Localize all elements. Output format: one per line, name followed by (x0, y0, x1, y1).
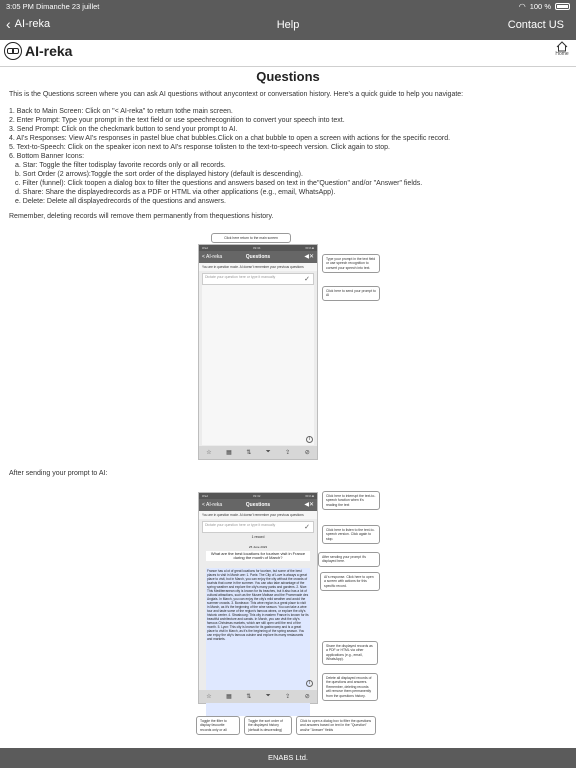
home-button[interactable] (554, 41, 570, 57)
step-item: 5. Text-to-Speech: Click on the speaker icon next to AI's response tolisten to the text-to-speech version. Click again to stop. (9, 144, 390, 151)
sub-step-item: c. Filter (funnel): Click toopen a dialog box to filter the questions and answers based on text in the"Question" and/or "Answer" fields. (15, 180, 423, 187)
list-icon: ▦ (226, 450, 232, 456)
phone-status-battery: 61% ■ (305, 494, 314, 498)
phone-status-left: iPad (202, 494, 209, 498)
step-item: 4. AI's Responses: View AI's responses in pastel blue chat bubbles.Click on a chat bubble to open a screen with actions for the specific record. (9, 135, 451, 142)
nav-bar (0, 13, 576, 40)
info-icon: i (306, 680, 313, 687)
phone-nav-bar (199, 251, 317, 263)
phone-prompt-field (202, 521, 314, 533)
phone-mode-note: You are in question mode. AI doesn't remember your previous questions (199, 511, 317, 519)
phone-status-battery: 61% ■ (305, 246, 314, 250)
phone-status-time: 09:34 (252, 246, 261, 250)
star-icon: ☆ (206, 450, 212, 456)
callout-share: Share the displayed records as a PDF or HTML via other applications (e.g., email, WhatsApp). (322, 641, 378, 665)
sub-step-item: d. Share: Share the displayedrecords as a PDF or HTML via other applications (e.g., email, WhatsApp). (15, 189, 336, 196)
battery-icon (555, 3, 570, 10)
share-icon: ⇪ (285, 450, 291, 456)
checkmark-icon: ✓ (304, 524, 310, 531)
back-label: AI-reka (14, 18, 51, 30)
phone-prompt-placeholder: Dictate your question here or type it manually (205, 275, 276, 279)
phone-history-area (202, 285, 314, 445)
funnel-icon: ⏷ (265, 449, 271, 455)
wifi-icon: ◠ (518, 2, 526, 11)
speaker-icon: ◀✕ (304, 502, 314, 508)
funnel-icon: ⏷ (265, 693, 271, 699)
phone-history-area (202, 533, 314, 689)
share-icon: ⇪ (285, 694, 291, 700)
phone-back-label: < AI-reka (202, 502, 223, 508)
phone-status-time: 09:32 (252, 494, 261, 498)
record-date: 25 June 2023 (248, 545, 268, 549)
app-name: AI-reka (25, 43, 73, 59)
app-header (0, 40, 576, 66)
phone-title: Questions (245, 254, 271, 260)
phone-bottom-banner (199, 446, 317, 459)
status-time-date: 3:05 PM Dimanche 23 juillet (6, 2, 100, 11)
callout-sort: Toggle the sort order of the displayed history (default is descending) (244, 716, 292, 735)
phone-prompt-placeholder: Dictate your question here or type it manually (205, 523, 276, 527)
logo-icon (4, 42, 22, 60)
reminder-text: Remember, deleting records will remove them permanently from thequestions history. (9, 213, 274, 220)
callout-bubble: AI's response. Click here to open a screen with actions for this specific record. (320, 572, 380, 591)
chevron-left-icon: ‹ (6, 15, 11, 32)
phone-mode-note: You are in question mode. AI doesn't remember your previous questions (199, 263, 317, 271)
delete-icon: ⊘ (304, 694, 310, 700)
delete-icon: ⊘ (304, 450, 310, 456)
star-icon: ☆ (206, 694, 212, 700)
step-item: 1. Back to Main Screen: Click on "< AI-reka" to return tothe main screen. (9, 108, 233, 115)
header-divider (0, 66, 576, 67)
callout-displayed: After sending your prompt it's displayed here. (318, 552, 380, 567)
status-right (519, 2, 570, 11)
phone-nav-bar (199, 499, 317, 511)
callout-prompt: Type your prompt in the text field or use speech recognition to convert your speech into text. (322, 254, 380, 273)
phone-prompt-field (202, 273, 314, 285)
callout-filter: Click to open a dialog box to filter the questions and answers based on text in the "Question" and/or "Answer" fields (296, 716, 376, 735)
top-bar (0, 0, 576, 40)
home-icon (556, 41, 568, 51)
callout-delete: Delete all displayed records of the questions and answers. Remember, deleting records will remove them permanently from the questions history. (322, 673, 378, 701)
battery-percent: 100 % (529, 2, 551, 11)
status-bar (0, 0, 576, 12)
home-label: Home (555, 51, 569, 57)
answer-bubble: France has a lot of great locations for tourism, but some of the best places to visit in March are: 1. Paris: The City of Love is always a great place to visit, but in March, you can enjoy the city without the crowds of tourists that come in the summer. You can also take advantage of the spring weather and explore the city's many parks and gardens. 2. Nice: This Mediterranean city is known for its beaches, but it also has a lot of cultural attractions, such as the Musee Matisse and the Promenade des Anglais. In March, you can enjoy the city's mild weather and avoid the summer crowds. 3. Bordeaux: This wine region is a great place to visit in March, as it's the beginning of the wine season. You can take a wine tour and taste some of the region's famous wines, or explore the city's historic center. 4. Strasbourg: This city in eastern France is known for its beautiful architecture and canals. In March, you can visit the city's famous Christmas markets, which are still open until the end of the month. 5. Lyon: This city is known for its gastronomy and is a great place to visit in March, as it's the beginning of the spring season. You can enjoy the city's famous cuisine and explore its many restaurants and markets. (206, 568, 310, 716)
contact-us-button[interactable]: Contact US (507, 19, 564, 31)
callout-listen: Click here to listen to the text-to-speech version. Click again to stop. (322, 525, 380, 544)
sub-step-item: a. Star: Toggle the filter todisplay favorite records only or all records. (15, 162, 226, 169)
help-content (9, 68, 567, 221)
callout-return: Click here return to the main screen (211, 233, 291, 243)
info-icon: i (306, 436, 313, 443)
screenshot-questions-answered (198, 492, 318, 704)
phone-back-label: < AI-reka (202, 254, 223, 260)
screenshot-questions-empty (198, 244, 318, 460)
phone-status-left: iPad (202, 246, 209, 250)
sort-arrows-icon: ⇅ (246, 450, 252, 456)
intro-text: This is the Questions screen where you can ask AI questions without anycontext or conversation history. Here's a quick guide to help you navigate: (9, 91, 464, 98)
list-icon: ▦ (226, 694, 232, 700)
sub-step-item: e. Delete: Delete all displayedrecords of the questions and answers. (15, 198, 226, 205)
sub-step-item: b. Sort Order (2 arrows):Toggle the sort order of the displayed history (default is descending). (15, 171, 303, 178)
step-item: 6. Bottom Banner Icons: (9, 153, 85, 160)
callout-star: Toggle the filter to display favourite records only or all (196, 716, 240, 735)
phone-bottom-banner (199, 690, 317, 703)
step-item: 3. Send Prompt: Click on the checkmark button to send your prompt to AI. (9, 126, 238, 133)
after-sending-label: After sending your prompt to AI: (9, 470, 108, 477)
callout-interrupt-tts: Click here to interrupt the text-to-speech function when it's reading the text (322, 491, 380, 510)
phone-title: Questions (245, 502, 271, 508)
steps-list (9, 107, 567, 206)
question-bubble: What are the best locations for tourism visit in France during the month of March? (206, 551, 310, 561)
callout-send: Click here to send your prompt to AI (322, 286, 380, 301)
nav-title: Help (276, 19, 300, 31)
sort-arrows-icon: ⇅ (246, 694, 252, 700)
checkmark-icon: ✓ (304, 276, 310, 283)
speaker-icon: ◀✕ (304, 254, 314, 260)
page-title: Questions (256, 69, 320, 84)
footer: ENABS Ltd. (0, 748, 576, 768)
record-count: 1 record (251, 535, 265, 539)
step-item: 2. Enter Prompt: Type your prompt in the text field or use speechrecognition to convert your speech into text. (9, 117, 345, 124)
